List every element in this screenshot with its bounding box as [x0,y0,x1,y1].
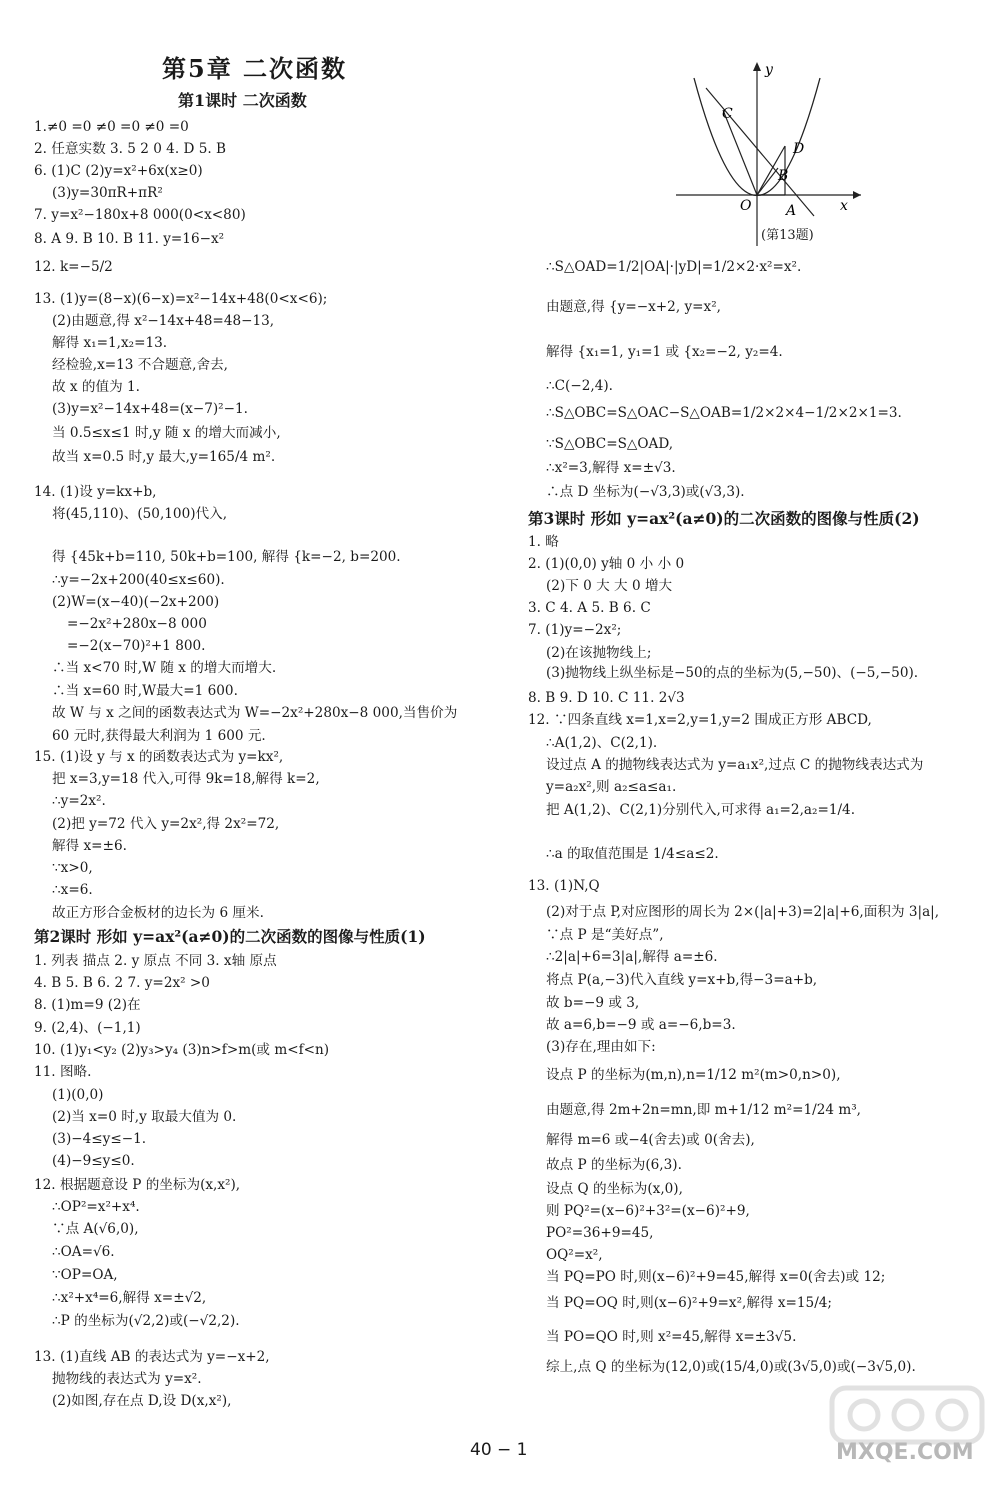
answer-line: 4. B 5. B 6. 2 7. y=2x² >0 [34,975,210,991]
y-axis-arrow-icon [753,62,761,71]
answer-line: ∴x=6. [52,882,93,898]
answer-line: 60 元时,获得最大利润为 1 600 元. [52,728,266,744]
answer-line: 则 PQ²=(x−6)²+3²=(x−6)²+9, [546,1203,750,1219]
answer-line: (1)(0,0) [52,1087,104,1103]
answer-line: 解得 m=6 或−4(舍去)或 0(舍去), [546,1132,755,1148]
answer-line: 9. (2,4)、(−1,1) [34,1020,141,1036]
answer-line: (2)由题意,得 x²−14x+48=48−13, [52,313,275,329]
answer-line: (3)y=x²−14x+48=(x−7)²−1. [52,401,248,417]
answer-line: 故 b=−9 或 3, [546,995,640,1011]
answer-line: 抛物线的表达式为 y=x². [52,1371,202,1387]
lesson-heading: 第3课时 形如 y=ax²(a≠0)的二次函数的图像与性质(2) [528,509,920,528]
answer-line: (3)−4≤y≤−1. [52,1131,147,1147]
answer-line: 将(45,110)、(50,100)代入, [52,506,228,522]
answer-line: OQ²=x², [546,1247,603,1263]
answer-line: ∴P 的坐标为(√2,2)或(−√2,2). [52,1313,240,1329]
answer-line: ∴S△OBC=S△OAC−S△OAB=1/2×2×4−1/2×2×1=3. [546,405,902,421]
answer-line: 3. C 4. A 5. B 6. C [528,600,651,616]
answer-line: 6. (1)C (2)y=x²+6x(x≥0) [34,163,203,179]
lesson-title: 第1课时 二次函数 [178,91,307,110]
x-axis-arrow-icon [853,191,861,199]
point-a-label: A [786,203,797,219]
answer-line: 1. 列表 描点 2. y 原点 不同 3. x轴 原点 [34,953,277,969]
x-axis-label: x [840,198,848,214]
answer-line: (3)抛物线上纵坐标是−50的点的坐标为(5,−50)、(−5,−50). [546,665,919,681]
watermark-logo-icon [828,1380,988,1480]
answer-line: (2)当 x=0 时,y 取最大值为 0. [52,1109,237,1125]
figure-caption: (第13题) [761,228,814,243]
answer-line: ∴x²+x⁴=6,解得 x=±√2, [52,1290,207,1306]
answer-line: 12. 根据题意设 P 的坐标为(x,x²), [34,1177,241,1193]
answer-line: ∴OA=√6. [52,1244,115,1260]
answer-line: (2)如图,存在点 D,设 D(x,x²), [52,1393,232,1409]
answer-line: (2)对于点 P,对应图形的周长为 2×(|a|+3)=2|a|+6,面积为 3|a|, [546,904,940,920]
answer-line: 故正方形合金板材的边长为 6 厘米. [52,905,264,921]
answer-line: ∵OP=OA, [52,1267,118,1283]
answer-line: ∵x>0, [52,860,93,876]
answer-line: 13. (1)N,Q [528,878,600,894]
answer-line: (4)−9≤y≤0. [52,1153,135,1169]
answer-line: ∵点 A(√6,0), [52,1221,139,1237]
answer-line: 1.≠0 =0 ≠0 =0 ≠0 =0 [34,119,189,135]
answer-line: 综上,点 Q 的坐标为(12,0)或(15/4,0)或(3√5,0)或(−3√5,0). [546,1359,916,1375]
answer-line: 11. 图略. [34,1064,92,1080]
answer-line: 12. ∵四条直线 x=1,x=2,y=1,y=2 围成正方形 ABCD, [528,712,872,728]
answer-line: PO²=36+9=45, [546,1225,654,1241]
answer-line: 故 x 的值为 1. [52,379,140,395]
answer-line: ∴当 x<70 时,W 随 x 的增大而增大. [52,660,277,676]
answer-line: (2)下 0 大 大 0 增大 [546,578,673,594]
answer-line: 故 W 与 x 之间的函数表达式为 W=−2x²+280x−8 000,当售价为 [52,705,458,721]
answer-line: ∴C(−2,4). [546,378,613,394]
answer-line: 故点 P 的坐标为(6,3). [546,1157,682,1173]
origin-label: O [740,198,752,214]
answer-line: y=a₂x²,则 a₂≤a≤a₁. [546,779,677,795]
answer-line: 解得 {x₁=1, y₁=1 或 {x₂=−2, y₂=4. [546,344,783,360]
answer-line: ∴点 D 坐标为(−√3,3)或(√3,3). [546,484,745,500]
answer-line: 当 PO=QO 时,则 x²=45,解得 x=±3√5. [546,1329,797,1345]
answer-line: 将点 P(a,−3)代入直线 y=x+b,得−3=a+b, [546,972,818,988]
answer-line: 当 0.5≤x≤1 时,y 随 x 的增大而减小, [52,425,281,441]
answer-line: 13. (1)y=(8−x)(6−x)=x²−14x+48(0<x<6); [34,291,328,307]
answer-line: 把 x=3,y=18 代入,可得 9k=18,解得 k=2, [52,771,320,787]
lesson-heading: 第2课时 形如 y=ax²(a≠0)的二次函数的图像与性质(1) [34,927,426,946]
answer-line: 7. (1)y=−2x²; [528,622,622,638]
answer-line: 8. (1)m=9 (2)在 [34,997,141,1013]
chapter-title: 第5章 二次函数 [162,54,348,83]
answer-line: ∴2|a|+6=3|a|,解得 a=±6. [546,949,718,965]
answer-line: =−2(x−70)²+1 800. [67,638,206,654]
answer-line: 解得 x=±6. [52,838,127,854]
answer-line: 8. B 9. D 10. C 11. 2√3 [528,690,685,706]
answer-line: 7. y=x²−180x+8 000(0<x<80) [34,207,246,223]
answer-line: 得 {45k+b=110, 50k+b=100, 解得 {k=−2, b=200. [52,549,401,565]
answer-line: (3)存在,理由如下: [546,1039,656,1055]
answer-line: (3)y=30πR+πR² [52,185,163,201]
answer-line: 设点 Q 的坐标为(x,0), [546,1181,683,1197]
watermark-text: MXQE.COM [836,1440,974,1465]
y-axis-label: y [765,62,773,78]
answer-line: 10. (1)y₁<y₂ (2)y₃>y₄ (3)n>f>m(或 m<f<n) [34,1042,330,1058]
point-d-label: D [793,141,805,157]
answer-line: (2)在该抛物线上; [546,645,652,661]
answer-line: 12. k=−5/2 [34,259,113,275]
answer-line: (2)把 y=72 代入 y=2x²,得 2x²=72, [52,816,280,832]
answer-line: 设点 P 的坐标为(m,n),n=1/12 m²(m>0,n>0), [546,1067,841,1083]
answer-line: ∴当 x=60 时,W最大=1 600. [52,683,238,699]
answer-line: 故 a=6,b=−9 或 a=−6,b=3. [546,1017,736,1033]
answer-line: ∴OP²=x²+x⁴. [52,1199,140,1215]
answer-line: 故当 x=0.5 时,y 最大,y=165/4 m². [52,449,276,465]
answer-line: 2. 任意实数 3. 5 2 0 4. D 5. B [34,141,226,157]
answer-line: ∵S△OBC=S△OAD, [546,436,674,452]
point-b-label: B [778,168,789,184]
answer-line: ∴A(1,2)、C(2,1). [546,735,658,751]
answer-line: ∴S△OAD=1/2|OA|·|yD|=1/2×2·x²=x². [546,259,802,275]
answer-line: 当 PQ=OQ 时,则(x−6)²+9=x²,解得 x=15/4; [546,1295,833,1311]
answer-line: =−2x²+280x−8 000 [67,616,207,632]
answer-line: 解得 x₁=1,x₂=13. [52,335,168,351]
answer-line: 14. (1)设 y=kx+b, [34,484,157,500]
answer-line: 由题意,得 {y=−x+2, y=x², [546,299,721,315]
segment-oc [723,110,757,195]
answer-line: ∴y=−2x+200(40≤x≤60). [52,572,225,588]
answer-line: 由题意,得 2m+2n=mn,即 m+1/12 m²=1/24 m³, [546,1102,861,1118]
segment-ob [757,168,778,195]
answer-line: 2. (1)(0,0) y轴 0 小 小 0 [528,556,685,572]
answer-line: 15. (1)设 y 与 x 的函数表达式为 y=kx², [34,749,284,765]
answer-line: ∴x²=3,解得 x=±√3. [546,460,676,476]
page-number: 40 − 1 [470,1440,528,1460]
answer-line: 13. (1)直线 AB 的表达式为 y=−x+2, [34,1349,270,1365]
answer-line: ∴y=2x². [52,793,106,809]
answer-line: 当 PQ=PO 时,则(x−6)²+9=45,解得 x=0(舍去)或 12; [546,1269,886,1285]
answer-line: 8. A 9. B 10. B 11. y=16−x² [34,231,225,247]
point-c-label: C [722,106,733,122]
answer-line: ∴a 的取值范围是 1/4≤a≤2. [546,846,719,862]
parabola-figure [676,58,866,248]
answer-line: 把 A(1,2)、C(2,1)分别代入,可求得 a₁=2,a₂=1/4. [546,802,856,818]
answer-line: (2)W=(x−40)(−2x+200) [52,594,220,610]
answer-line: 设过点 A 的抛物线表达式为 y=a₁x²,过点 C 的抛物线表达式为 [546,757,924,773]
answer-line: 经检验,x=13 不合题意,舍去, [52,357,228,373]
answer-line: 1. 略 [528,534,559,550]
answer-line: ∵点 P 是“美好点”, [546,927,664,943]
